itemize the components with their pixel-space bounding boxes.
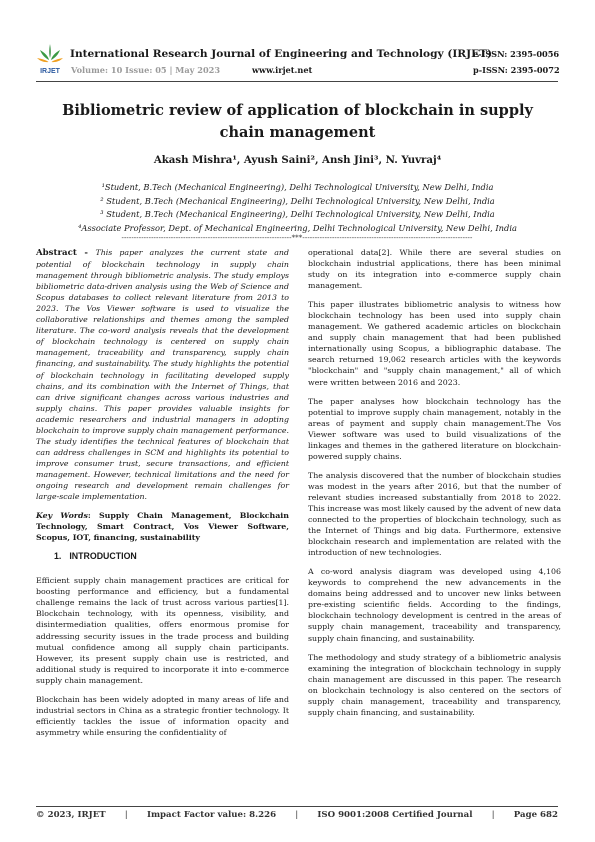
body-paragraph: Blockchain has been widely adopted in many areas of life and industrial sectors in China as a strategic frontier technology. It efficiently tackles the issue of information opacity and asymmetry while ensuring the confidentiality of bbox=[36, 694, 289, 737]
section-separator: ---------------------------------------------------------------------***--------------------------------------------------------------------- bbox=[121, 234, 473, 242]
abstract-label: Abstract - bbox=[36, 248, 96, 258]
logo-text: IRJET bbox=[40, 68, 60, 75]
abstract bbox=[36, 247, 289, 502]
p-issn: p-ISSN: 2395-0072 bbox=[473, 65, 560, 75]
copyright: © 2023, IRJET bbox=[36, 810, 106, 820]
section-number: 1. bbox=[54, 551, 62, 562]
keywords-label: Key Words bbox=[36, 511, 88, 521]
section-title: INTRODUCTION bbox=[69, 551, 137, 562]
left-column bbox=[36, 247, 289, 746]
body-paragraph: The paper analyses how blockchain technology has the potential to improve supply chain management, notably in the areas of payment and supply chain management.The Vos Viewer software was used to build visualizations of the linkages and themes in the gathered literature on blockchain-powered supply chains. bbox=[308, 396, 561, 461]
journal-website: www.irjet.net bbox=[252, 65, 313, 75]
right-column bbox=[308, 247, 561, 726]
body-paragraph: The analysis discovered that the number of blockchain studies was modest in the years after 2016, but that the number of relevant studies increased substantially from 2018 to 2022. This increase was most likely caused by the advent of new data connected to the properties of blockchain technology, such as the Internet of Things and big data. Furthermore, extensive blockchain research and implementation are related with the introduction of new technologies. bbox=[308, 470, 561, 558]
impact-factor: Impact Factor value: 8.226 bbox=[146, 810, 277, 820]
section-heading-introduction bbox=[54, 551, 289, 562]
footer-separator: | bbox=[491, 810, 495, 820]
body-paragraph: A co-word analysis diagram was developed using 4,106 keywords to comprehend the new advancements in the domains being addressed and to uncover new links between pre-existing scientific fields. According to the findings, blockchain technology development is centred in the areas of supply chain management, traceability and transparency, supply chain financing, and sustainability. bbox=[308, 567, 561, 643]
affiliation-2: ² Student, B.Tech (Mechanical Engineering), Delhi Technological University, New Delhi, India bbox=[100, 195, 495, 206]
footer-separator: | bbox=[124, 810, 128, 820]
body-paragraph: operational data[2]. While there are several studies on blockchain industrial applications, there has been minimal study on its integration into e-commerce supply chain management. bbox=[308, 248, 561, 291]
volume-issue: Volume: 10 Issue: 05 | May 2023 bbox=[71, 65, 221, 75]
paper-title: Bibliometric review of application of blockchain in supply chain management bbox=[62, 102, 533, 141]
abstract-text: This paper analyzes the current state and potential of blockchain technology in supply chain management through bibliometric analysis. The study employs bibliometric data-driven analysis using the Web of Science and Scopus databases to collect relevant literature from 2013 to 2023. The Vos Viewer software is used to visualize the collaborative relationships and themes among the sampled literature. The co-word analysis reveals that the development of blockchain technology is centered on supply chain management, traceability and transparency, supply chain financing, and sustainability. The study highlights the potential of blockchain technology in facilitating developed supply chains, and its combination with the Internet of Things, that can drive significant changes across various industries and supply chains. This paper provides valuable insights for academic researchers and industrial managers in adopting blockchain to improve supply chain management performance. The study identifies the technical features of blockchain that can address challenges in SCM and highlights its potential to improve consumer trust, secure transactions, and efficient management. However, technical limitations and the need for ongoing research and development remain challenges for large-scale implementation. bbox=[36, 248, 289, 502]
footer-divider bbox=[36, 806, 558, 807]
affiliations bbox=[40, 181, 555, 235]
header-divider bbox=[36, 81, 558, 82]
keywords-text: : Supply Chain Management, Blockchain Technology, Smart Contract, Vos Viewer Software, Scopus, IOT, financing, sustainability bbox=[36, 511, 289, 543]
journal-title: International Research Journal of Engineering and Technology (IRJET) bbox=[70, 48, 493, 60]
keywords bbox=[36, 510, 289, 543]
page-number: Page 682 bbox=[513, 810, 558, 820]
body-paragraph: Efficient supply chain management practices are critical for boosting performance and efficiency, but a fundamental challenge remains the lack of trust across various parties[1]. Blockchain technology, with its openness, visibility, and disintermediation qualities, offers enormous promise for addressing security issues in the trade process and building mutual confidence among all supply chain participants. However, its present supply chain use is restricted, and additional study is required to incorporate it into e-commerce supply chain management. bbox=[36, 576, 289, 685]
page-footer bbox=[36, 810, 558, 820]
body-paragraph: The methodology and study strategy of a bibliometric analysis examining the integration of blockchain technology in supply chain management are discussed in this paper. The research on blockchain technology is also centered on the sectors of supply chain management, traceability and transparency, supply chain financing, and sustainability. bbox=[308, 652, 561, 717]
e-issn: e-ISSN: 2395-0056 bbox=[473, 49, 560, 59]
journal-logo bbox=[36, 42, 64, 76]
affiliation-1: ¹Student, B.Tech (Mechanical Engineering), Delhi Technological University, New Delhi, India bbox=[101, 182, 494, 192]
footer-separator: | bbox=[295, 810, 299, 820]
affiliation-4: ⁴Associate Professor, Dept. of Mechanical Engineering, Delhi Technological University, New Delhi, India bbox=[78, 222, 517, 233]
iso-certification: ISO 9001:2008 Certified Journal bbox=[317, 810, 473, 820]
body-paragraph: This paper illustrates bibliometric analysis to witness how blockchain technology has been used into supply chain management. We gathered academic articles on blockchain and supply chain management that had been published internationally using Scopus, a bibliographic database. The search returned 19,062 research articles with the keywords "blockchain" and "supply chain management," all of which were written between 2016 and 2023. bbox=[308, 300, 561, 387]
author-list: Akash Mishra¹, Ayush Saini², Ansh Jini³, N. Yuvraj⁴ bbox=[153, 154, 442, 166]
affiliation-3: ³ Student, B.Tech (Mechanical Engineering), Delhi Technological University, New Delhi, India bbox=[100, 209, 495, 219]
